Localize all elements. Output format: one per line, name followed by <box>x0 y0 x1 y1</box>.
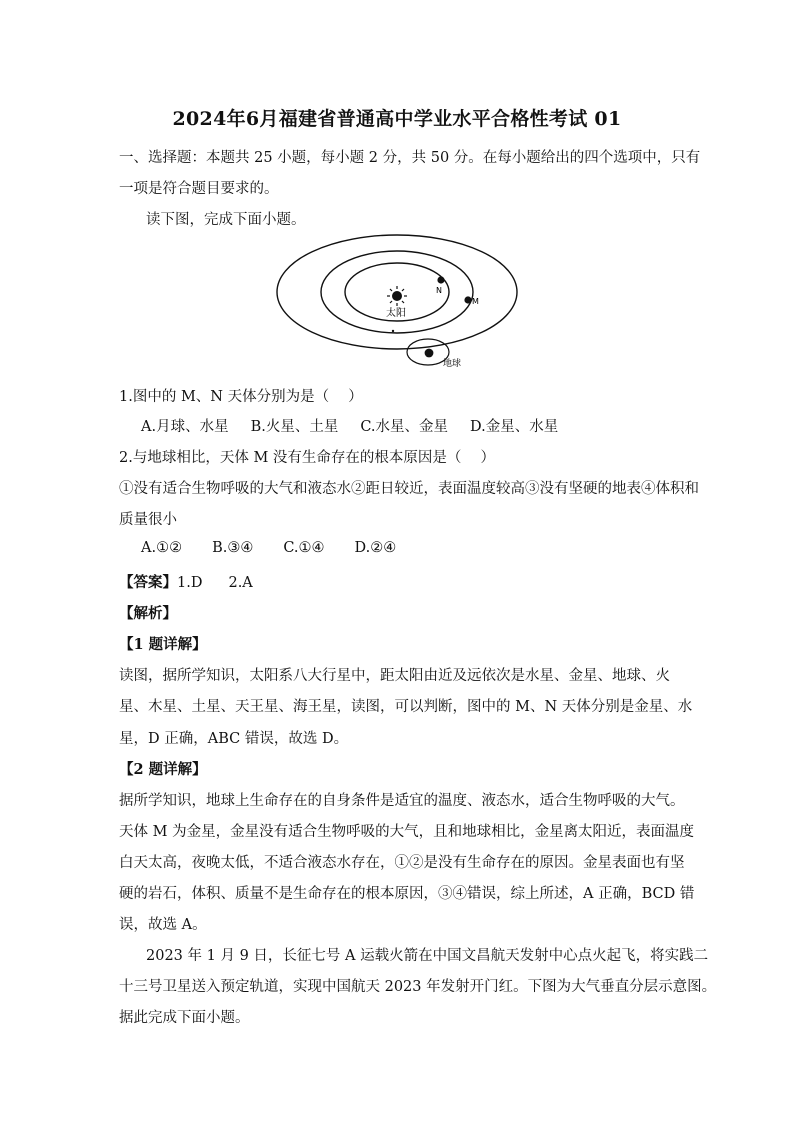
detail-1-line-2: 星、木星、土星、天王星、海王星，读图，可以判断，图中的 M、N 天体分别是金星、水 <box>119 699 693 715</box>
q1-option-b: B.火星、土星 <box>250 419 339 435</box>
exam-title: 2024年6月福建省普通高中学业水平合格性考试 01 <box>172 108 622 130</box>
sun-label: 太阳 <box>386 308 406 319</box>
planet-m <box>464 296 471 303</box>
solar-system-diagram <box>270 230 526 378</box>
q2-option-c: C.①④ <box>283 540 325 556</box>
orbit-marker <box>392 330 394 332</box>
answer-2: 2.A <box>228 575 253 591</box>
answer-1: 1.D <box>177 575 203 591</box>
earth-label: 地球 <box>443 359 462 369</box>
q1-option-d: D.金星、水星 <box>470 419 559 435</box>
planet-m-label: M <box>472 297 479 306</box>
q1-option-c: C.水星、金星 <box>360 419 449 435</box>
question-2-stem: 2.与地球相比，天体 M 没有生命存在的根本原因是（ ） <box>119 450 496 466</box>
instruction-line-2: 一项是符合题目要求的。 <box>119 181 279 197</box>
detail-2-line-2: 天体 M 为金星，金星没有适合生物呼吸的大气，且和地球相比，金星离太阳近，表面温度 <box>119 824 695 840</box>
passage-line-3: 据此完成下面小题。 <box>119 1010 250 1026</box>
detail-2-line-4: 硬的岩石，体积、质量不是生命存在的根本原因，③④错误，综上所述，A 正确，BCD 错 <box>119 886 695 902</box>
question-2-options <box>141 540 396 556</box>
planet-n-label: N <box>436 286 442 295</box>
passage-line-1: 2023 年 1 月 9 日，长征七号 A 运载火箭在中国文昌航天发射中心点火起飞，将实践二 <box>146 948 709 964</box>
planet-earth <box>425 349 434 358</box>
answer-line <box>119 571 253 592</box>
q1-option-a: A.月球、水星 <box>141 419 229 435</box>
question-2-desc-line-1: ①没有适合生物呼吸的大气和液态水②距日较近，表面温度较高③没有坚硬的地表④体积和 <box>119 481 699 497</box>
question-2-desc-line-2: 质量很小 <box>119 512 177 528</box>
detail-2-heading: 【2 题详解】 <box>119 761 207 778</box>
detail-1-line-3: 星，D 正确，ABC 错误，故选 D。 <box>119 731 349 747</box>
passage-line-2: 十三号卫星送入预定轨道，实现中国航天 2023 年发射开门红。下图为大气垂直分层示意图。 <box>119 979 717 995</box>
detail-2-line-5: 误，故选 A。 <box>119 917 207 933</box>
detail-1-line-1: 读图，据所学知识，太阳系八大行星中，距太阳由近及远依次是水星、金星、地球、火 <box>119 668 670 684</box>
question-1-options <box>141 415 558 436</box>
q2-option-d: D.②④ <box>354 540 397 556</box>
q2-option-a: A.①② <box>141 540 183 556</box>
instruction-line-1: 一、选择题：本题共 25 小题，每小题 2 分，共 50 分。在每小题给出的四个选项中，只有 <box>119 150 701 166</box>
answer-label: 【答案】 <box>119 574 177 591</box>
analysis-heading: 【解析】 <box>119 605 177 622</box>
detail-2-line-1: 据所学知识，地球上生命存在的自身条件是适宜的温度、液态水，适合生物呼吸的大气。 <box>119 793 685 809</box>
planet-n <box>437 276 444 283</box>
detail-2-line-3: 白天太高，夜晚太低，不适合液态水存在，①②是没有生命存在的原因。金星表面也有坚 <box>119 855 685 871</box>
q2-option-b: B.③④ <box>212 540 254 556</box>
sun-icon <box>387 286 407 306</box>
detail-1-heading: 【1 题详解】 <box>119 636 207 653</box>
intro-text: 读下图，完成下面小题。 <box>146 212 306 228</box>
question-1-stem: 1.图中的 M、N 天体分别为是（ ） <box>119 389 363 405</box>
